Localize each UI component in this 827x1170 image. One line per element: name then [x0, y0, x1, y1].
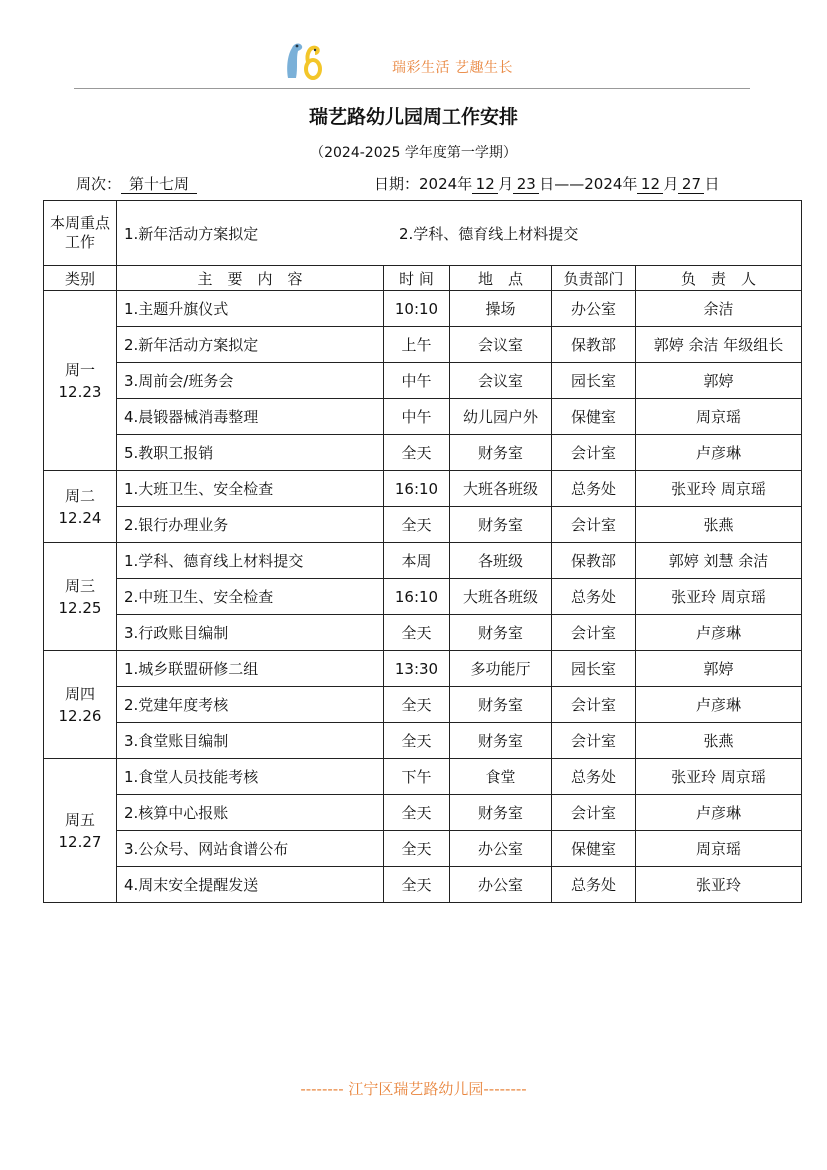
task-person: 周京瑶 — [636, 399, 802, 435]
task-time: 全天 — [384, 435, 450, 471]
schedule-row — [44, 795, 802, 831]
task-time: 16:10 — [384, 471, 450, 507]
task-time: 10:10 — [384, 291, 450, 327]
schedule-row — [44, 867, 802, 903]
task-department: 总务处 — [552, 759, 636, 795]
column-header-person: 负 责 人 — [636, 266, 802, 291]
task-content: 3.行政账目编制 — [117, 615, 384, 651]
header-row — [44, 266, 802, 291]
task-location: 办公室 — [450, 867, 552, 903]
day-date: 12.23 — [58, 382, 102, 401]
schedule-row — [44, 615, 802, 651]
task-location: 会议室 — [450, 327, 552, 363]
task-time: 下午 — [384, 759, 450, 795]
day-name: 周五 — [64, 810, 95, 829]
day-cell — [44, 471, 117, 543]
focus-items — [117, 201, 802, 266]
schedule-row — [44, 327, 802, 363]
schedule-row — [44, 399, 802, 435]
column-header-location: 地 点 — [450, 266, 552, 291]
header-divider — [74, 88, 750, 89]
page-subtitle: （2024-2025 学年度第一学期） — [310, 145, 517, 161]
unit-day: 日 — [704, 175, 720, 193]
day-name: 周二 — [64, 486, 95, 505]
task-content: 3.公众号、网站食谱公布 — [117, 831, 384, 867]
column-header-department: 负责部门 — [552, 266, 636, 291]
task-time: 全天 — [384, 687, 450, 723]
task-location: 财务室 — [450, 507, 552, 543]
column-header-content: 主 要 内 容 — [117, 266, 384, 291]
end-day: 27 — [678, 175, 704, 194]
schedule-row — [44, 723, 802, 759]
focus-row — [44, 201, 802, 266]
task-content: 4.周末安全提醒发送 — [117, 867, 384, 903]
unit-month: 月 — [498, 175, 514, 193]
schedule-row — [44, 363, 802, 399]
task-department: 保健室 — [552, 399, 636, 435]
task-person: 郭婷 刘慧 余洁 — [636, 543, 802, 579]
task-person: 张亚玲 — [636, 867, 802, 903]
schedule-row — [44, 543, 802, 579]
focus-item: 2.学科、德育线上材料提交 — [399, 224, 579, 243]
task-location: 大班各班级 — [450, 471, 552, 507]
task-person: 卢彦琳 — [636, 795, 802, 831]
task-time: 全天 — [384, 507, 450, 543]
schedule-row — [44, 435, 802, 471]
task-person: 郭婷 余洁 年级组长 — [636, 327, 802, 363]
task-time: 全天 — [384, 795, 450, 831]
day-cell — [44, 543, 117, 651]
day-date: 12.26 — [58, 706, 102, 725]
schedule-table — [43, 200, 802, 903]
task-time: 中午 — [384, 363, 450, 399]
task-time: 本周 — [384, 543, 450, 579]
unit-day: 日 — [539, 175, 555, 193]
task-time: 全天 — [384, 723, 450, 759]
task-person: 卢彦琳 — [636, 435, 802, 471]
schedule-row — [44, 291, 802, 327]
task-department: 保健室 — [552, 831, 636, 867]
date-separator: —— — [554, 175, 585, 193]
task-person: 张亚玲 周京瑶 — [636, 759, 802, 795]
task-content: 5.教职工报销 — [117, 435, 384, 471]
week-info — [76, 173, 197, 194]
unit-month: 月 — [663, 175, 679, 193]
date-label: 日期： — [374, 175, 420, 193]
task-person: 张燕 — [636, 723, 802, 759]
task-department: 办公室 — [552, 291, 636, 327]
task-location: 办公室 — [450, 831, 552, 867]
task-department: 园长室 — [552, 651, 636, 687]
day-date: 12.27 — [58, 832, 102, 851]
column-header-time: 时 间 — [384, 266, 450, 291]
task-person: 张亚玲 周京瑶 — [636, 579, 802, 615]
task-location: 财务室 — [450, 723, 552, 759]
footer-text: -------- 江宁区瑞艺路幼儿园-------- — [300, 1080, 527, 1098]
task-content: 1.食堂人员技能考核 — [117, 759, 384, 795]
task-department: 总务处 — [552, 867, 636, 903]
task-location: 会议室 — [450, 363, 552, 399]
schedule-row — [44, 687, 802, 723]
task-time: 13:30 — [384, 651, 450, 687]
task-content: 1.城乡联盟研修二组 — [117, 651, 384, 687]
day-cell — [44, 759, 117, 903]
task-content: 2.银行办理业务 — [117, 507, 384, 543]
end-month: 12 — [637, 175, 663, 194]
task-content: 3.食堂账目编制 — [117, 723, 384, 759]
task-person: 郭婷 — [636, 651, 802, 687]
task-location: 操场 — [450, 291, 552, 327]
task-location: 多功能厅 — [450, 651, 552, 687]
unit-year: 年 — [457, 175, 473, 193]
focus-item: 1.新年活动方案拟定 — [124, 224, 259, 243]
task-content: 4.晨锻器械消毒整理 — [117, 399, 384, 435]
start-month: 12 — [472, 175, 498, 194]
task-location: 大班各班级 — [450, 579, 552, 615]
schedule-row — [44, 759, 802, 795]
task-department: 保教部 — [552, 327, 636, 363]
task-time: 16:10 — [384, 579, 450, 615]
task-department: 会计室 — [552, 687, 636, 723]
task-content: 2.中班卫生、安全检查 — [117, 579, 384, 615]
task-department: 总务处 — [552, 579, 636, 615]
schedule-row — [44, 579, 802, 615]
task-department: 会计室 — [552, 435, 636, 471]
week-label: 周次： — [76, 175, 122, 193]
task-location: 财务室 — [450, 795, 552, 831]
task-content: 1.学科、德育线上材料提交 — [117, 543, 384, 579]
task-content: 2.核算中心报账 — [117, 795, 384, 831]
task-location: 财务室 — [450, 615, 552, 651]
task-location: 财务室 — [450, 687, 552, 723]
task-department: 会计室 — [552, 795, 636, 831]
day-name: 周一 — [64, 360, 95, 379]
task-content: 1.主题升旗仪式 — [117, 291, 384, 327]
task-location: 各班级 — [450, 543, 552, 579]
day-date: 12.24 — [58, 508, 102, 527]
schedule-row — [44, 471, 802, 507]
task-content: 2.新年活动方案拟定 — [117, 327, 384, 363]
task-content: 2.党建年度考核 — [117, 687, 384, 723]
task-department: 总务处 — [552, 471, 636, 507]
task-content: 3.周前会/班务会 — [117, 363, 384, 399]
task-person: 周京瑶 — [636, 831, 802, 867]
task-department: 会计室 — [552, 507, 636, 543]
day-cell — [44, 651, 117, 759]
day-cell — [44, 291, 117, 471]
day-date: 12.25 — [58, 598, 102, 617]
schedule-row — [44, 651, 802, 687]
day-name: 周三 — [64, 576, 95, 595]
task-location: 幼儿园户外 — [450, 399, 552, 435]
task-person: 卢彦琳 — [636, 615, 802, 651]
task-person: 郭婷 — [636, 363, 802, 399]
task-person: 张燕 — [636, 507, 802, 543]
column-header-category: 类别 — [44, 266, 117, 291]
focus-label: 本周重点工作 — [44, 201, 117, 266]
task-location: 食堂 — [450, 759, 552, 795]
task-department: 会计室 — [552, 615, 636, 651]
start-year: 2024 — [419, 175, 458, 193]
header-slogan: 瑞彩生活 艺趣生长 — [392, 60, 513, 76]
task-time: 全天 — [384, 867, 450, 903]
kindergarten-logo — [282, 40, 326, 80]
task-department: 园长室 — [552, 363, 636, 399]
task-person: 张亚玲 周京瑶 — [636, 471, 802, 507]
page-title: 瑞艺路幼儿园周工作安排 — [308, 106, 518, 128]
start-day: 23 — [513, 175, 539, 194]
task-time: 全天 — [384, 831, 450, 867]
task-time: 中午 — [384, 399, 450, 435]
task-department: 会计室 — [552, 723, 636, 759]
task-time: 全天 — [384, 615, 450, 651]
task-location: 财务室 — [450, 435, 552, 471]
schedule-row — [44, 507, 802, 543]
date-range — [374, 173, 719, 194]
task-person: 卢彦琳 — [636, 687, 802, 723]
end-year: 2024 — [584, 175, 623, 193]
schedule-row — [44, 831, 802, 867]
week-value: 第十七周 — [121, 175, 197, 194]
task-time: 上午 — [384, 327, 450, 363]
task-content: 1.大班卫生、安全检查 — [117, 471, 384, 507]
task-person: 余洁 — [636, 291, 802, 327]
task-department: 保教部 — [552, 543, 636, 579]
unit-year: 年 — [622, 175, 638, 193]
day-name: 周四 — [64, 684, 95, 703]
